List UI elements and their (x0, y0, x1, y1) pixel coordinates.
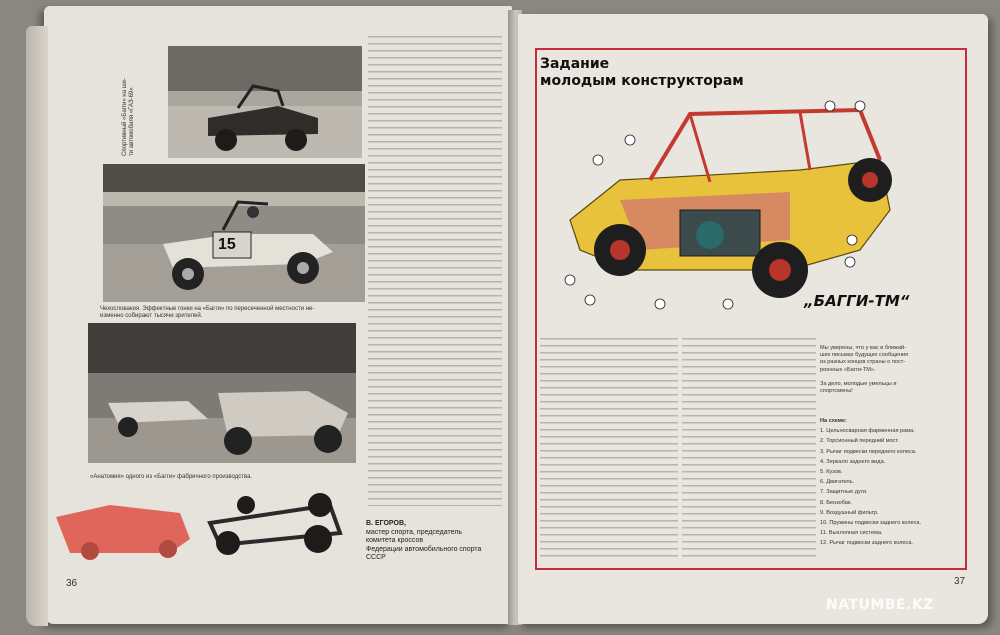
race-number: 15 (218, 236, 236, 253)
photo1-caption: Спортивный «Багги» на ши- ти автомобиля «ГАЗ-69» (122, 78, 135, 156)
watermark-text: NATUMBE.KZ (826, 597, 934, 613)
photo-buggy-race (103, 164, 365, 302)
author-line: СССР (366, 554, 386, 561)
parts-legend-item: 5. Кузов. (820, 469, 843, 476)
parts-legend (820, 416, 960, 549)
parts-legend-item: 12. Рычаг подвески заднего колеса. (820, 540, 913, 547)
left-article-text-column (368, 36, 502, 506)
photo-buggy-anatomy (50, 483, 352, 567)
title-line-2: молодым конструкторам (540, 73, 744, 89)
parts-legend-header: На схеме: (820, 418, 847, 424)
author-line: мастер спорта, председатель (366, 528, 462, 536)
page-number-right: 37 (954, 576, 966, 587)
buggy-diagram (560, 100, 900, 310)
parts-legend-item: 7. Защитные дуги. (820, 489, 868, 496)
parts-legend-item: 10. Пружины подвески заднего колеса. (820, 520, 922, 527)
closing-appeal-text: Мы уверены, что у вас в ближай- ших письмах будущих сообщения из разных концов страны о пост- роенных «Багги-ТМ». За дело, молодые умельцы и спортсмены! (820, 345, 909, 395)
photo4-caption: «Анатомия» одного из «Багги» фабричного производства. (90, 474, 253, 480)
author-line: комитета кроссов (366, 537, 424, 544)
parts-legend-item: 8. Бензобак. (820, 499, 852, 506)
parts-legend-item: 2. Торсионный передний мост. (820, 438, 899, 445)
photo2-caption: Чехословакия. Эффектные гонки на «Багги» по пересеченной местности не- изменно собирают тысячи зрителей. (100, 306, 315, 319)
author-line: Федерации автомобильного спорта (366, 545, 482, 553)
parts-legend-item: 1. Цельносварная фарменная рама. (820, 428, 915, 435)
watermark-logo (826, 597, 934, 613)
parts-legend-item: 3. Рычаг подвески переднего колеса. (820, 448, 917, 455)
title-line-1: Задание (540, 56, 610, 72)
photo-buggy-crowd (88, 323, 356, 463)
right-article-text-col1 (540, 338, 678, 560)
parts-legend-item: 4. Зеркало заднего вида. (820, 458, 886, 465)
right-article-text-col2 (682, 338, 816, 560)
photo-buggy-gaz69 (168, 46, 362, 158)
parts-legend-item: 6. Двигатель. (820, 479, 855, 486)
article-title (540, 56, 744, 90)
author-name: В. ЕГОРОВ, (366, 520, 406, 527)
parts-legend-item: 9. Воздушный фильтр. (820, 509, 879, 516)
buggy-name-label: „БАГГИ-ТМ“ (804, 292, 910, 310)
parts-legend-item: 11. Выхлопная система. (820, 530, 883, 537)
author-signature (366, 520, 516, 563)
page-number-left: 36 (66, 578, 78, 589)
